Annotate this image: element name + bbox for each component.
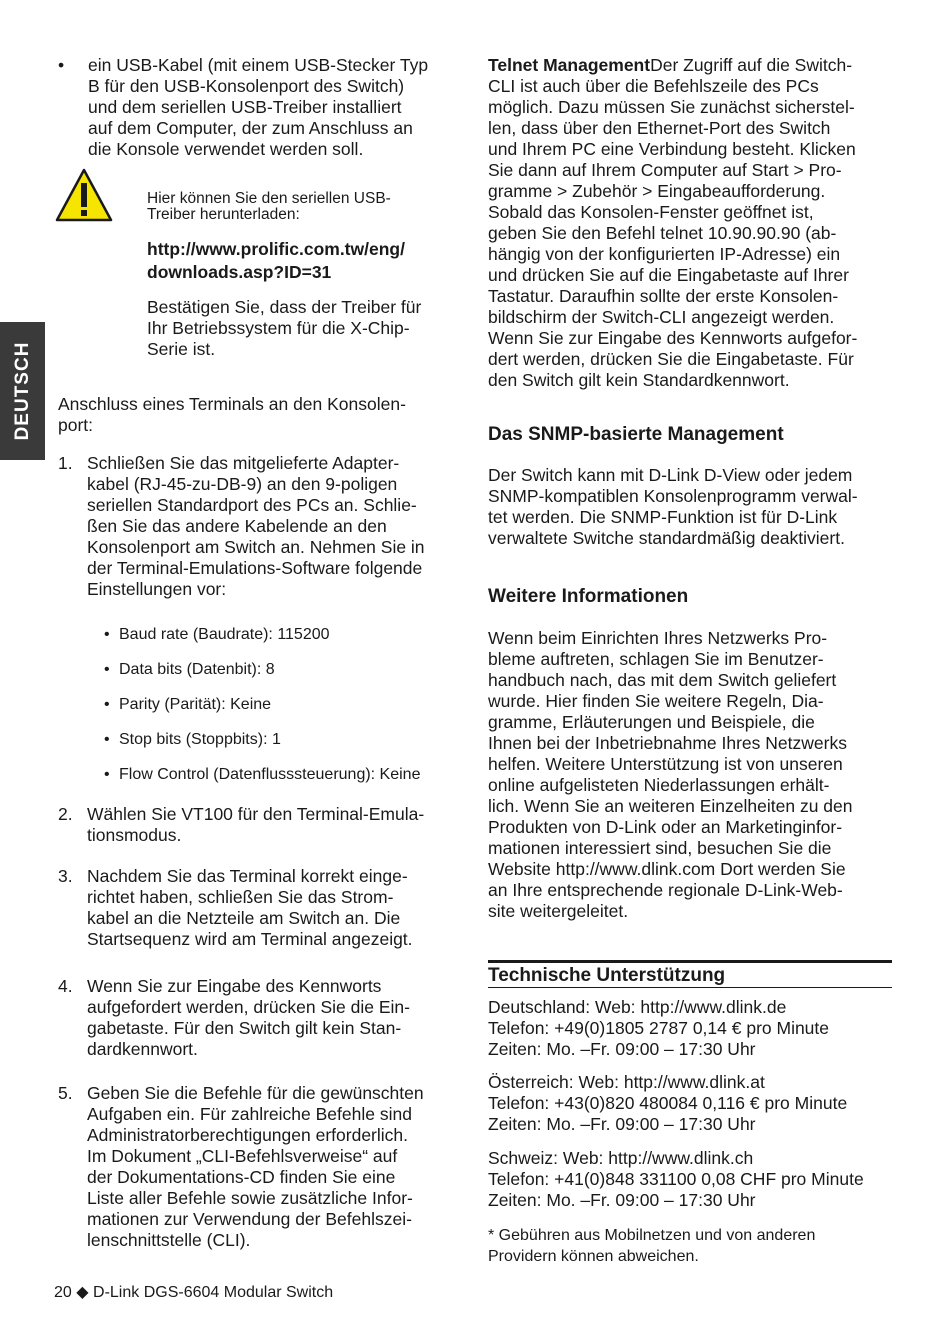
snmp-heading: Das SNMP-basierte Management — [488, 424, 784, 445]
document-title: D-Link DGS-6604 Modular Switch — [93, 1284, 334, 1301]
terminal-settings-list — [104, 625, 464, 800]
telnet-heading: Telnet Management — [488, 55, 651, 75]
step-text: Geben Sie die Befehle für die gewünschten Aufgaben ein. Für zahlreiche Befehle sind Administratorberechtigungen erforderlich. Im Dokument „CLI-Befehlsverweise“ auf der Dokumentations-CD finden Sie eine Liste aller Befehle sowie zusätzliche Infor- mationen zur Verwendung der Befehlszei- lenschnittstelle (CLI). — [87, 1083, 424, 1250]
support-footnote: * Gebühren aus Mobilnetzen und von anderen Providern können abweichen. — [488, 1227, 816, 1265]
step-number: 4. — [58, 976, 73, 996]
info-heading: Weitere Informationen — [488, 586, 689, 607]
page-footer — [54, 1283, 333, 1303]
step-number: 3. — [58, 866, 73, 886]
divider — [488, 960, 892, 963]
step-text: Nachdem Sie das Terminal korrekt einge- richtet haben, schließen Sie das Strom- kabel an die Netzteile am Switch an. Die Startsequenz wird am Terminal angezeigt. — [87, 866, 413, 949]
support-switzerland: Schweiz: Web: http://www.dlink.ch Telefon: +41(0)848 331100 0,08 CHF pro Minute Zeiten: Mo. –Fr. 09:00 – 17:30 Uhr — [488, 1148, 864, 1210]
page-number: 20 — [54, 1284, 72, 1301]
info-paragraph: Wenn beim Einrichten Ihres Netzwerks Pro- bleme auftreten, schlagen Sie im Benutzer- handbuch nach, das mit dem Switch geliefert wurde. Hier finden Sie weitere Regeln, Dia- gramme, Erläuterungen und Beispiele, die Ihnen bei der Inbetriebnahme Ihres Netzwerks helfen. Weitere Unterstützung ist von unseren online aufgelisteten Niederlassungen erhält- lich. Wenn Sie an weiteren Einzelheiten zu den Produkten von D-Link oder an Marketinginfor- mationen interessiert sind, besuchen Sie die Website http://www.dlink.com Dort werden Sie an Ihre entsprechende regionale D-Link-Web- site weitergeleitet. — [488, 628, 853, 921]
driver-confirm-note: Bestätigen Sie, dass der Treiber für Ihr Betriebssystem für die X-Chip- Serie ist. — [147, 297, 422, 359]
step-text: Wählen Sie VT100 für den Terminal-Emula- tionsmodus. — [87, 804, 425, 845]
list-item: • Parity (Parität): Keine — [104, 696, 272, 713]
list-item: • Flow Control (Datenflusssteuerung): Keine — [104, 766, 421, 783]
step-text: Schließen Sie das mitgelieferte Adapter- kabel (RJ-45-zu-DB-9) an den 9-poligen seriellen Standardport des PCs an. Schlie- ßen Sie das andere Kabelende an den Konsolenport am Switch an. Nehmen Sie in der Terminal-Emulations-Software folgende Einstellungen vor: — [87, 453, 425, 599]
driver-download-link[interactable]: http://www.prolific.com.tw/eng/ downloads.asp?ID=31 — [147, 239, 405, 282]
language-tab — [0, 322, 45, 460]
support-germany: Deutschland: Web: http://www.dlink.de Telefon: +49(0)1805 2787 0,14 € pro Minute Zeiten: Mo. –Fr. 09:00 – 17:30 Uhr — [488, 997, 830, 1059]
step-3 — [58, 866, 468, 950]
bullet: • — [58, 55, 65, 75]
list-item: • Data bits (Datenbit): 8 — [104, 661, 275, 678]
telnet-section: Telnet ManagementDer Zugriff auf die Switch- CLI ist auch über die Befehlszeile des PCs möglich. Dazu müssen Sie zunächst sicherstel- len, dass über den Ethernet-Port des Switch und Ihrem PC eine Verbindung besteht. Klicken Sie dann auf Ihrem Computer auf Start > Pro- gramme > Zubehör > Eingabeaufforderung. Sobald das Konsolen-Fenster geöffnet ist, geben Sie den Befehl telnet 10.90.90.90 (ab- hängig von der konfigurierten IP-Adresse) ein und drücken Sie auf die Eingabetaste auf Ihrer Tastatur. Daraufhin sollte der erste Konsolen- bildschirm der Switch-CLI angezeigt werden. Wenn Sie zur Eingabe des Kennworts aufgefor- dert werden, drücken Sie die Eingabetaste. Für den Switch gilt kein Standardkennwort. — [488, 55, 858, 390]
diamond-icon: ◆ — [76, 1284, 89, 1301]
list-item: • Baud rate (Baudrate): 115200 — [104, 626, 330, 643]
step-number: 1. — [58, 453, 73, 473]
support-austria: Österreich: Web: http://www.dlink.at Telefon: +43(0)820 480084 0,116 € pro Minute Zeiten: Mo. –Fr. 09:00 – 17:30 Uhr — [488, 1072, 848, 1134]
usb-cable-list-item — [58, 55, 468, 160]
step-text: Wenn Sie zur Eingabe des Kennworts aufgefordert werden, drücken Sie die Ein- gabetaste. Für den Switch gilt kein Stan- dardkennwort. — [87, 976, 410, 1059]
list-item: • Stop bits (Stoppbits): 1 — [104, 731, 281, 748]
step-number: 2. — [58, 804, 73, 824]
usb-cable-text: ein USB-Kabel (mit einem USB-Stecker Typ B für den USB-Konsolenport des Switch) und dem seriellen USB-Treiber installiert auf dem Computer, der zum Anschluss an die Konsole verwendet werden soll. — [88, 55, 429, 159]
driver-download-note: Hier können Sie den seriellen USB- Treiber herunterladen: — [147, 190, 391, 223]
step-number: 5. — [58, 1083, 73, 1103]
step-2 — [58, 804, 468, 846]
divider — [488, 987, 892, 988]
step-1 — [58, 453, 468, 600]
support-heading: Technische Unterstützung — [488, 965, 726, 986]
step-5 — [58, 1083, 468, 1251]
warning-icon — [55, 168, 113, 222]
language-tab-label: DEUTSCH — [11, 341, 33, 441]
snmp-paragraph: Der Switch kann mit D-Link D-View oder jedem SNMP-kompatiblen Konsolenprogramm verwal- tet werden. Die SNMP-Funktion ist für D-Link verwaltete Switche standardmäßig deaktiviert. — [488, 465, 858, 548]
step-4 — [58, 976, 468, 1060]
terminal-intro: Anschluss eines Terminals an den Konsolen- port: — [58, 394, 406, 435]
